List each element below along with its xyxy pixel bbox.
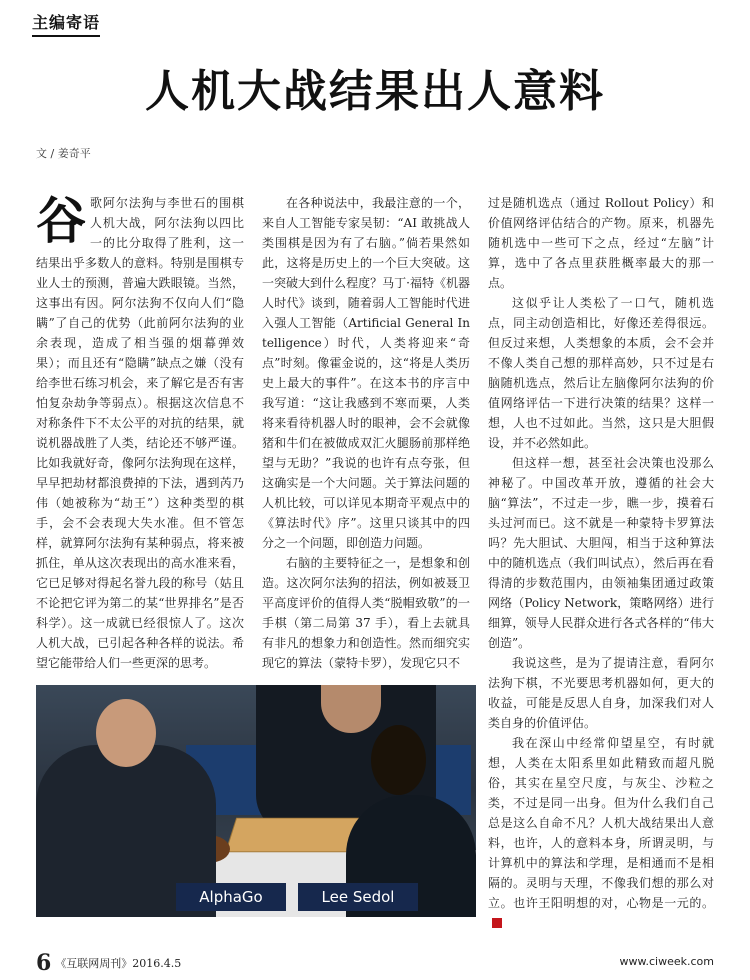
nameplate-alphago: AlphaGo <box>176 883 286 911</box>
paragraph: 但这样一想，甚至社会决策也没那么神秘了。中国改革开放，遵循的社会大脑“算法”，不过走一步，瞧一步，摸着石头过河而已。这不就是一种蒙特卡罗算法吗？先大胆试、大胆闯，相当于这种算法中的随机选点（我们叫试点），然后再在看得清的步数范围内，由领袖集团通过政策网络（Policy Network，策略网络）进行细算，领导人民群众进行各式各样的“伟大创造”。 <box>488 456 714 650</box>
article-column-1 <box>36 191 244 670</box>
paragraph-text: 歌阿尔法狗与李世石的围棋人机大战，阿尔法狗以四比一的比分取得了胜利，这一结果出乎多数人的意料。特别是围棋专业人士的预测，普遍大跌眼镜。当然，这事出有因。阿尔法狗不仅向人们“隐瞒”了自己的优势（此前阿尔法狗的业余表现，造成了相当强的烟幕弹效果）；而且还有“隐瞒”缺点之嫌（没有给李世石练习机会，来了解它是否有害怕复杂劫争等弱点）。根据这次信息不对称条件下不太公平的对抗的结果，就说机器战胜了人类，结论还不够严谨。比如我就好奇，像阿尔法狗现在这样，早早把劫材都浪费掉的下法，遇到芮乃伟（她被称为“劫王”）这种类型的棋手，会不会表现大失水准。但不管怎样，就算阿尔法狗有某种弱点，将来被抓住，单从这次表现出的高水准来看，它已足够对得起名誉九段的称号（姑且不论把它评为第二的某“世界排名”是否科学）。这一成就已经很惊人了。这次人机大战，已引起各种各样的说法。希望它能带给人们一些更深的思考。 <box>36 196 244 670</box>
paragraph: 过是随机选点（通过 Rollout Policy）和价值网络评估结合的产物。原来，机器先随机选中一些可下之点，经过“左脑”计算，选中了各点里获胜概率最大的那一点。 <box>488 196 714 290</box>
paragraph <box>488 733 714 933</box>
paragraph <box>36 193 244 673</box>
section-label: 主编寄语 <box>32 10 100 37</box>
person-head <box>371 725 426 795</box>
byline: 文 / 姜奇平 <box>36 147 91 160</box>
paragraph: 在各种说法中，我最注意的一个，来自人工智能专家吴韧：“AI 敢挑战人类围棋是因为有了右脑。”倘若果然如此，这将是历史上的一个巨大突破。这一突破大到什么程度？马丁·福特《机器人时代》谈到，随着弱人工智能时代进入强人工智能（Artificial General Intelligence）时代，人类将迎来“奇点”时刻。像霍金说的，这“将是人类历史上最大的事件”。在这本书的序言中我写道：“这让我感到不寒而栗，人类将来看待机器人时的眼神，会不会就像猪和牛们在被做成双汇火腿肠前那样绝望与无助？”我说的也许有点夸张，但这确实是一个大问题。关于算法问题的人机比较，可以详见本期奇平观点中的《算法时代》序”。这里只谈其中的四分之一个问题，即创造力问题。 <box>262 196 470 550</box>
footer-issue <box>36 950 181 976</box>
article-column-2 <box>262 193 470 670</box>
paragraph: 这似乎让人类松了一口气，随机选点，同主动创造相比，好像还差得很远。但反过来想，人类想象的本质，会不会并不像人类自己想的那样高妙，只不过是右脑随机选点，然后让左脑像阿尔法狗的价值网络评估一下进行决策的结果？这样一想，人也不过如此。当然，这只是大胆假设，并不必然如此。 <box>488 296 714 450</box>
paragraph: 我说这些，是为了提请注意，看阿尔法狗下棋，不光要思考机器如何，更大的收益，可能是反思人自身，加深我们对人类自身的价值评估。 <box>488 656 714 730</box>
nameplate-lee-sedol: Lee Sedol <box>298 883 418 911</box>
match-photo <box>36 685 476 917</box>
issue-label: 《互联网周刊》2016.4.5 <box>55 957 182 970</box>
paragraph: 右脑的主要特征之一，是想象和创造。这次阿尔法狗的招法，例如被聂卫平高度评价的值得人类“脱帽致敬”的一手棋（第二局第 37 手），看上去就具有非凡的想象力和创造性。然而细究实现它的算法（蒙特卡罗），发现它只不 <box>262 556 470 670</box>
article-column-3 <box>488 193 714 928</box>
paragraph-text: 我在深山中经常仰望星空，有时就想，人类在太阳系里如此精致而超凡脱俗，其实在星空尺度，与灰尘、沙粒之类，不过是同一出身。但为什么我们自己总是这么自命不凡？人机大战结果出人意料，也许，人的意料本身，所谓灵明，与计算机中的算法和学理，是相通而不是相隔的。灵明与天理，不像我们想的那么对立。也许王阳明想的对，心物是一元的。 <box>488 736 714 910</box>
end-mark-icon <box>492 918 502 928</box>
person-head <box>96 699 156 767</box>
footer-website: www.ciweek.com <box>619 955 714 968</box>
dropcap: 谷 <box>36 191 86 250</box>
page-number: 6 <box>36 950 52 976</box>
headline: 人机大战结果出人意料 <box>145 66 605 117</box>
